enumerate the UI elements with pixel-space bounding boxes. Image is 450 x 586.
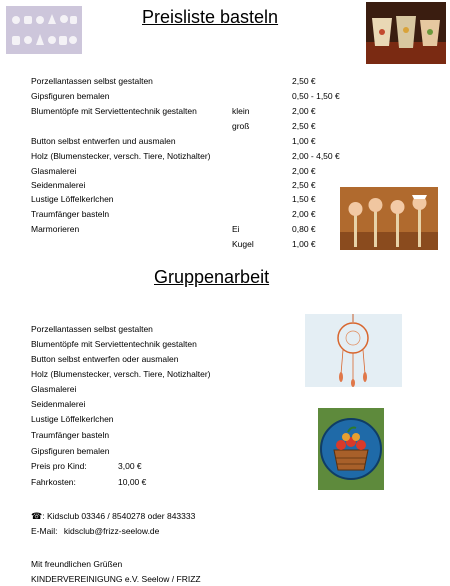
organization-name: KINDERVEREINIGUNG e.V. Seelow / FRIZZ	[31, 574, 201, 584]
group-item: Glasmalerei	[31, 384, 77, 394]
item-price: 2,00 €	[292, 209, 316, 219]
item-variant: Ei	[232, 224, 240, 234]
item-price: 1,00 €	[292, 239, 316, 249]
fee-value: 10,00 €	[118, 477, 147, 487]
item-name: Glasmalerei	[31, 166, 77, 176]
item-price: 2,50 €	[292, 76, 316, 86]
group-section-title: Gruppenarbeit	[154, 267, 270, 287]
item-name: Seidenmalerei	[31, 180, 86, 190]
item-price: 2,00 - 4,50 €	[292, 151, 340, 161]
item-price: 2,00 €	[292, 166, 316, 176]
item-price: 0,50 - 1,50 €	[292, 91, 340, 101]
group-item: Holz (Blumenstecker, versch. Tiere, Notizhalter)	[31, 369, 211, 379]
group-item: Blumentöpfe mit Serviettentechnik gestalten	[31, 339, 197, 349]
page-title: Preisliste basteln	[142, 7, 279, 27]
fee-label: Preis pro Kind:	[31, 461, 87, 471]
fee-label: Fahrkosten:	[31, 477, 76, 487]
flower-pots-photo	[366, 2, 446, 64]
group-item: Seidenmalerei	[31, 399, 86, 409]
item-variant: groß	[232, 121, 250, 131]
glass-painting-photo	[318, 408, 384, 490]
dreamcatcher-photo	[305, 314, 402, 387]
item-price: 2,50 €	[292, 180, 316, 190]
plaster-figures-photo	[6, 6, 82, 54]
group-item: Button selbst entwerfen oder ausmalen	[31, 354, 179, 364]
item-name: Porzellantassen selbst gestalten	[31, 76, 153, 86]
item-name: Holz (Blumenstecker, versch. Tiere, Notizhalter)	[31, 151, 211, 161]
email-line	[31, 526, 159, 536]
item-name: Marmorieren	[31, 224, 80, 234]
item-price: 2,00 €	[292, 106, 316, 116]
email-link[interactable]: kidsclub@frizz-seelow.de	[63, 526, 160, 536]
greeting: Mit freundlichen Grüßen	[31, 559, 123, 569]
item-price: 2,50 €	[292, 121, 316, 131]
fee-value: 3,00 €	[118, 461, 142, 471]
item-name: Button selbst entwerfen und ausmalen	[31, 136, 176, 146]
group-item: Lustige Löffelkerlchen	[31, 414, 114, 424]
item-variant: Kugel	[232, 239, 254, 249]
spoon-figures-photo	[340, 187, 438, 250]
item-name: Blumentöpfe mit Serviettentechnik gestalten	[31, 106, 197, 116]
item-name: Lustige Löffelkerlchen	[31, 194, 114, 204]
email-label: E-Mail:	[31, 526, 58, 536]
phone-line	[31, 511, 195, 522]
group-item: Traumfänger basteln	[31, 430, 110, 440]
item-price: 0,80 €	[292, 224, 316, 234]
telephone-icon: ☎	[31, 511, 43, 521]
item-variant: klein	[232, 106, 250, 116]
group-item: Gipsfiguren bemalen	[31, 446, 110, 456]
item-price: 1,00 €	[292, 136, 316, 146]
phone-text: : Kidsclub 03346 / 8540278 oder 843333	[42, 511, 196, 521]
item-name: Gipsfiguren bemalen	[31, 91, 110, 101]
group-item: Porzellantassen selbst gestalten	[31, 324, 153, 334]
item-name: Traumfänger basteln	[31, 209, 110, 219]
item-price: 1,50 €	[292, 194, 316, 204]
